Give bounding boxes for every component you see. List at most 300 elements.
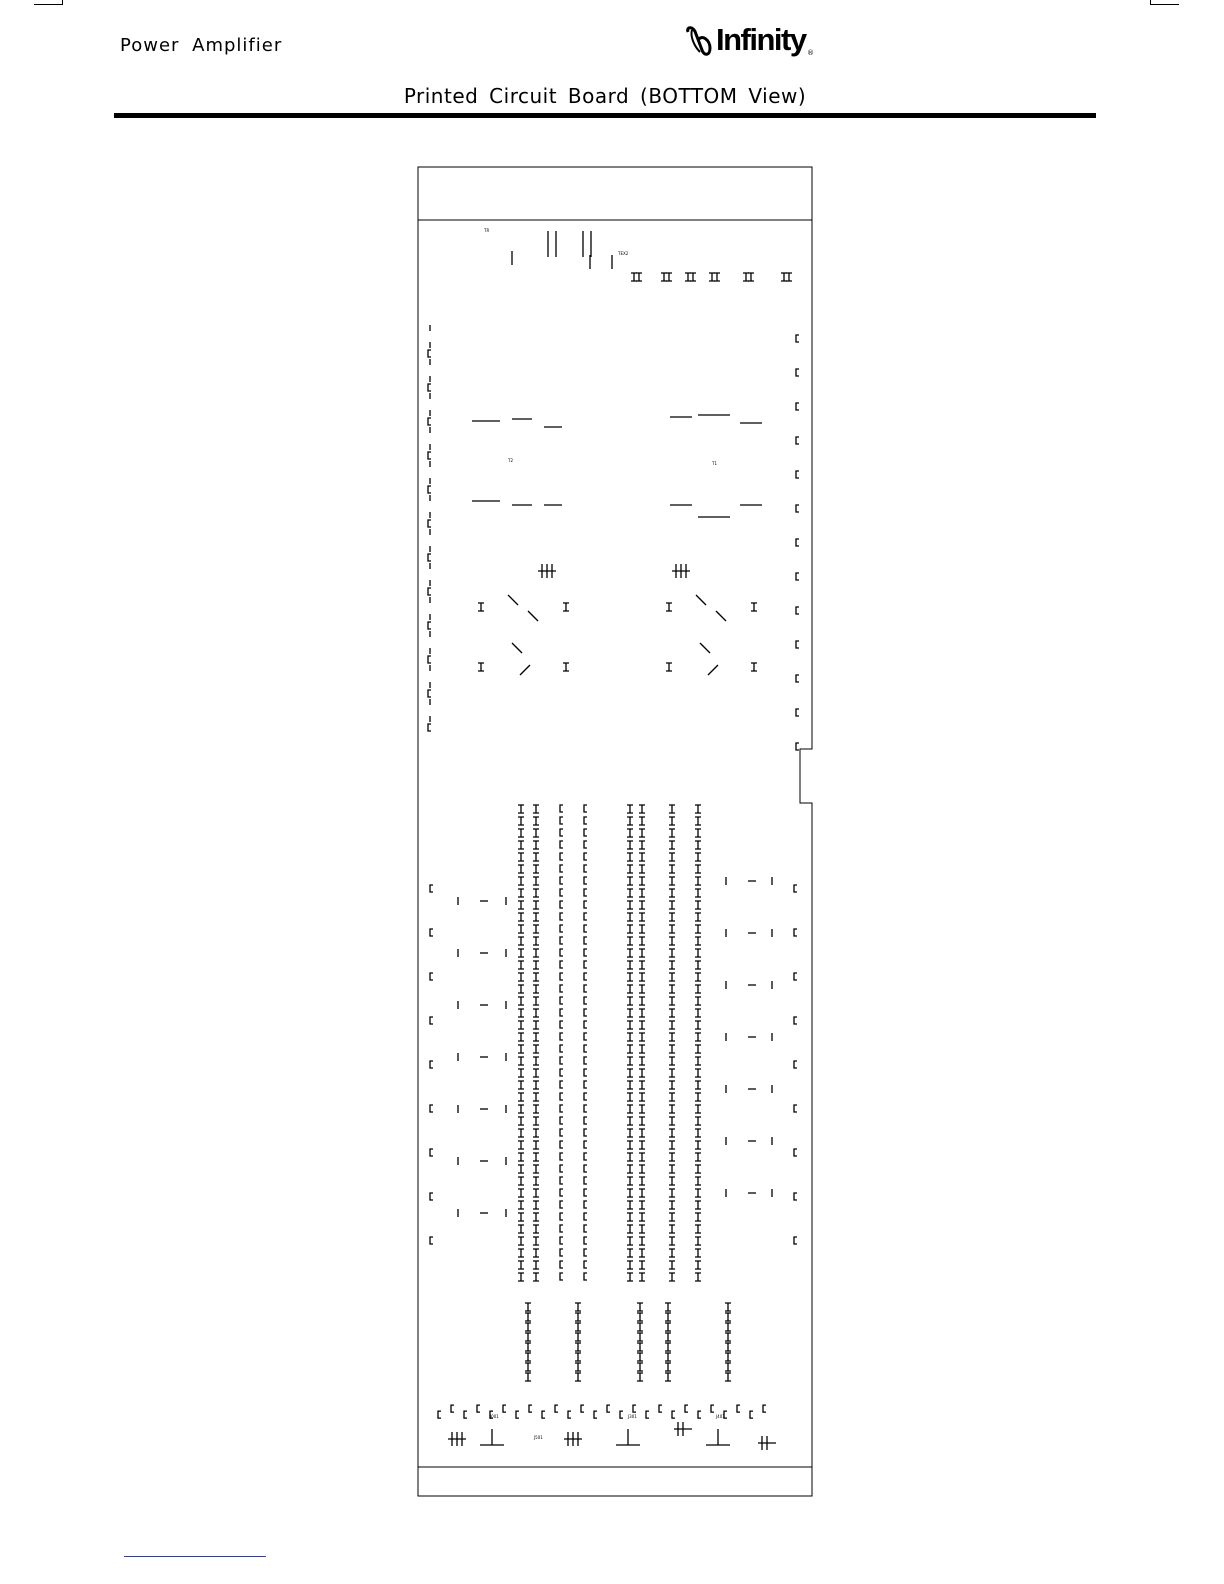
driver-lead: [508, 595, 518, 605]
left-edge-capacitor: [428, 724, 431, 731]
strip-resistor: [639, 1009, 645, 1017]
driver-lead: [528, 611, 538, 621]
driver-lead: [716, 611, 726, 621]
strip-capacitor: [560, 961, 563, 968]
strip-resistor: [639, 985, 645, 993]
strip-resistor: [533, 1021, 539, 1029]
strip-resistor: [627, 853, 633, 861]
strip-resistor: [518, 1093, 524, 1101]
strip-resistor: [695, 1069, 701, 1077]
strip-resistor: [518, 1009, 524, 1017]
driver-resistor: [666, 603, 672, 611]
strip-resistor: [518, 1129, 524, 1137]
strip-resistor: [669, 1093, 675, 1101]
strip-resistor: [533, 1237, 539, 1245]
strip-resistor: [669, 1225, 675, 1233]
strip-resistor: [695, 1021, 701, 1029]
bottom-row-capacitor: [750, 1411, 753, 1418]
lower-resistor: [637, 1343, 643, 1351]
strip-resistor: [627, 1189, 633, 1197]
driver-lead: [708, 665, 718, 675]
strip-capacitor: [560, 1033, 563, 1040]
driver-resistor: [563, 663, 569, 671]
lower-resistor: [525, 1313, 531, 1321]
strip-resistor: [695, 1225, 701, 1233]
strip-resistor: [518, 1081, 524, 1089]
strip-resistor: [695, 1165, 701, 1173]
strip-resistor: [669, 817, 675, 825]
strip-resistor: [518, 1177, 524, 1185]
strip-capacitor: [584, 1009, 587, 1016]
bottom-row-capacitor: [737, 1405, 740, 1412]
strip-resistor: [627, 865, 633, 873]
strip-resistor: [518, 1261, 524, 1269]
strip-resistor: [518, 829, 524, 837]
label-j401: J401: [716, 1414, 725, 1419]
strip-capacitor: [584, 1189, 587, 1196]
strip-resistor: [669, 865, 675, 873]
strip-resistor: [627, 889, 633, 897]
left-edge-capacitor: [428, 656, 431, 663]
strip-resistor: [639, 1153, 645, 1161]
strip-resistor: [627, 1009, 633, 1017]
right-edge-capacitor: [796, 743, 799, 750]
strip-capacitor: [560, 1105, 563, 1112]
strip-resistor: [518, 901, 524, 909]
lower-resistor: [525, 1373, 531, 1381]
strip-resistor: [627, 841, 633, 849]
strip-resistor: [533, 1261, 539, 1269]
bottom-row-capacitor: [568, 1411, 571, 1418]
pcb-trace-marks: [428, 231, 799, 1450]
strip-capacitor: [584, 1057, 587, 1064]
strip-resistor: [518, 805, 524, 813]
bottom-row-capacitor: [711, 1405, 714, 1412]
strip-resistor: [639, 1201, 645, 1209]
strip-resistor: [518, 853, 524, 861]
left-edge-capacitor: [428, 520, 431, 527]
strip-capacitor: [584, 817, 587, 824]
strip-capacitor: [560, 877, 563, 884]
strip-resistor: [518, 925, 524, 933]
strip-resistor: [627, 913, 633, 921]
strip-resistor: [533, 889, 539, 897]
right-edge-capacitor: [796, 641, 799, 648]
label-j301: J301: [628, 1414, 637, 1419]
lower-resistor: [637, 1353, 643, 1361]
strip-resistor: [695, 985, 701, 993]
left-edge-capacitor: [428, 384, 431, 391]
capacitor-pair: [709, 273, 715, 281]
strip-capacitor: [584, 901, 587, 908]
strip-capacitor: [584, 1141, 587, 1148]
lower-resistor: [575, 1323, 581, 1331]
strip-resistor: [695, 865, 701, 873]
strip-resistor: [533, 1189, 539, 1197]
strip-resistor: [533, 1201, 539, 1209]
lower-resistor: [525, 1353, 531, 1361]
driver-lead: [700, 643, 710, 653]
lower-resistor: [725, 1343, 731, 1351]
strip-resistor: [695, 1177, 701, 1185]
strip-capacitor: [584, 1045, 587, 1052]
strip-resistor: [627, 1033, 633, 1041]
strip-resistor: [518, 877, 524, 885]
strip-resistor: [627, 1093, 633, 1101]
driver-lead: [696, 595, 706, 605]
strip-resistor: [669, 961, 675, 969]
strip-resistor: [695, 973, 701, 981]
strip-capacitor: [560, 1237, 563, 1244]
strip-resistor: [695, 841, 701, 849]
left-edge-capacitor: [430, 973, 433, 980]
strip-resistor: [627, 1117, 633, 1125]
strip-resistor: [518, 865, 524, 873]
strip-resistor: [639, 1261, 645, 1269]
right-edge-capacitor: [796, 437, 799, 444]
strip-capacitor: [584, 1117, 587, 1124]
strip-resistor: [639, 1225, 645, 1233]
page-title: Printed Circuit Board (BOTTOM View): [403, 84, 807, 108]
strip-capacitor: [584, 961, 587, 968]
lower-resistor: [665, 1313, 671, 1321]
strip-resistor: [627, 1081, 633, 1089]
strip-resistor: [639, 1057, 645, 1065]
strip-capacitor: [584, 1225, 587, 1232]
strip-resistor: [518, 1213, 524, 1221]
driver-resistor: [751, 603, 757, 611]
left-edge-capacitor: [428, 588, 431, 595]
strip-capacitor: [560, 1273, 563, 1280]
label-t2: T2: [508, 458, 513, 463]
strip-resistor: [533, 1249, 539, 1257]
right-edge-capacitor: [794, 1017, 797, 1024]
right-edge-capacitor: [796, 573, 799, 580]
strip-resistor: [669, 1105, 675, 1113]
strip-capacitor: [584, 1165, 587, 1172]
lower-resistor: [665, 1353, 671, 1361]
strip-resistor: [639, 1105, 645, 1113]
lower-resistor: [637, 1373, 643, 1381]
capacitor-pair: [631, 273, 637, 281]
strip-resistor: [533, 1153, 539, 1161]
strip-resistor: [533, 925, 539, 933]
strip-resistor: [669, 889, 675, 897]
strip-resistor: [518, 1249, 524, 1257]
strip-resistor: [518, 961, 524, 969]
capacitor-pair: [690, 273, 696, 281]
strip-resistor: [518, 1045, 524, 1053]
right-edge-capacitor: [794, 1237, 797, 1244]
strip-resistor: [695, 913, 701, 921]
strip-resistor: [533, 1213, 539, 1221]
strip-resistor: [669, 985, 675, 993]
strip-resistor: [518, 889, 524, 897]
strip-resistor: [669, 1261, 675, 1269]
capacitor-pair: [786, 273, 792, 281]
strip-resistor: [533, 1273, 539, 1281]
label-j001: J001: [490, 1414, 499, 1419]
strip-capacitor: [560, 841, 563, 848]
strip-resistor: [533, 973, 539, 981]
strip-capacitor: [584, 877, 587, 884]
infinity-swirl-icon: [684, 24, 718, 60]
bottom-row-capacitor: [464, 1411, 467, 1418]
footer-link-line[interactable]: [124, 1556, 266, 1557]
brand-wordmark: Infinity: [716, 22, 806, 57]
strip-resistor: [695, 1141, 701, 1149]
strip-resistor: [669, 973, 675, 981]
strip-resistor: [518, 913, 524, 921]
capacitor-pair: [781, 273, 787, 281]
strip-resistor: [695, 1189, 701, 1197]
strip-resistor: [639, 1141, 645, 1149]
left-edge-capacitor: [430, 1017, 433, 1024]
strip-capacitor: [584, 1081, 587, 1088]
strip-resistor: [627, 1069, 633, 1077]
capacitor-pair: [636, 273, 642, 281]
strip-resistor: [639, 841, 645, 849]
strip-resistor: [518, 1165, 524, 1173]
strip-capacitor: [560, 1225, 563, 1232]
strip-resistor: [639, 805, 645, 813]
strip-resistor: [669, 1201, 675, 1209]
strip-resistor: [533, 1009, 539, 1017]
lower-resistor: [637, 1333, 643, 1341]
right-edge-capacitor: [794, 1105, 797, 1112]
strip-capacitor: [560, 1177, 563, 1184]
lower-resistor: [525, 1363, 531, 1371]
strip-capacitor: [560, 1249, 563, 1256]
strip-resistor: [627, 1129, 633, 1137]
capacitor-pair: [661, 273, 667, 281]
strip-capacitor: [560, 973, 563, 980]
strip-capacitor: [560, 1093, 563, 1100]
right-edge-capacitor: [794, 929, 797, 936]
strip-resistor: [669, 1117, 675, 1125]
lower-resistor: [665, 1343, 671, 1351]
strip-capacitor: [560, 1069, 563, 1076]
strip-resistor: [695, 1129, 701, 1137]
strip-resistor: [695, 877, 701, 885]
driver-resistor: [478, 603, 484, 611]
strip-capacitor: [584, 1249, 587, 1256]
strip-capacitor: [560, 1081, 563, 1088]
strip-resistor: [518, 1273, 524, 1281]
strip-resistor: [533, 901, 539, 909]
strip-resistor: [669, 829, 675, 837]
lower-resistor: [575, 1303, 581, 1311]
strip-capacitor: [560, 889, 563, 896]
strip-capacitor: [560, 1057, 563, 1064]
strip-resistor: [533, 865, 539, 873]
strip-resistor: [669, 1057, 675, 1065]
strip-resistor: [533, 1081, 539, 1089]
strip-resistor: [639, 901, 645, 909]
strip-capacitor: [584, 1201, 587, 1208]
lower-resistor: [665, 1373, 671, 1381]
right-edge-capacitor: [796, 471, 799, 478]
strip-resistor: [533, 937, 539, 945]
driver-resistor: [478, 663, 484, 671]
strip-resistor: [533, 1093, 539, 1101]
right-edge-capacitor: [796, 607, 799, 614]
driver-resistor: [666, 663, 672, 671]
strip-resistor: [639, 1117, 645, 1125]
strip-resistor: [627, 805, 633, 813]
strip-resistor: [627, 1141, 633, 1149]
strip-resistor: [533, 1129, 539, 1137]
right-edge-capacitor: [794, 1193, 797, 1200]
strip-resistor: [695, 1153, 701, 1161]
bottom-row-capacitor: [685, 1405, 688, 1412]
strip-resistor: [533, 1117, 539, 1125]
strip-capacitor: [584, 913, 587, 920]
bottom-row-capacitor: [646, 1411, 649, 1418]
strip-resistor: [639, 1045, 645, 1053]
bottom-row-capacitor: [698, 1411, 701, 1418]
lower-resistor: [665, 1363, 671, 1371]
strip-resistor: [669, 1069, 675, 1077]
strip-resistor: [669, 1213, 675, 1221]
strip-resistor: [639, 1273, 645, 1281]
strip-capacitor: [560, 985, 563, 992]
strip-capacitor: [560, 925, 563, 932]
header-rule: [114, 113, 1096, 118]
right-edge-capacitor: [794, 1149, 797, 1156]
strip-resistor: [695, 925, 701, 933]
strip-capacitor: [560, 1141, 563, 1148]
strip-resistor: [639, 1177, 645, 1185]
strip-resistor: [518, 997, 524, 1005]
strip-resistor: [627, 949, 633, 957]
left-edge-capacitor: [430, 1105, 433, 1112]
strip-capacitor: [584, 889, 587, 896]
strip-resistor: [533, 829, 539, 837]
strip-capacitor: [584, 925, 587, 932]
bottom-row-capacitor: [477, 1405, 480, 1412]
strip-resistor: [627, 1177, 633, 1185]
left-edge-capacitor: [430, 1061, 433, 1068]
strip-resistor: [669, 925, 675, 933]
strip-resistor: [518, 1189, 524, 1197]
strip-capacitor: [560, 949, 563, 956]
strip-resistor: [533, 1177, 539, 1185]
left-edge-capacitor: [428, 452, 431, 459]
driver-lead: [512, 643, 522, 653]
strip-capacitor: [560, 1045, 563, 1052]
strip-resistor: [639, 973, 645, 981]
strip-capacitor: [584, 1105, 587, 1112]
strip-resistor: [627, 925, 633, 933]
bottom-row-capacitor: [438, 1411, 441, 1418]
lower-resistor: [665, 1303, 671, 1311]
strip-resistor: [518, 1141, 524, 1149]
lower-resistor: [665, 1323, 671, 1331]
strip-resistor: [639, 1213, 645, 1221]
strip-capacitor: [560, 1117, 563, 1124]
strip-resistor: [695, 937, 701, 945]
bottom-row-capacitor: [503, 1405, 506, 1412]
strip-resistor: [669, 1237, 675, 1245]
strip-capacitor: [584, 865, 587, 872]
bottom-row-capacitor: [633, 1405, 636, 1412]
strip-resistor: [533, 913, 539, 921]
driver-lead: [520, 665, 530, 675]
label-t1: T1: [712, 461, 717, 466]
strip-resistor: [669, 949, 675, 957]
strip-resistor: [627, 997, 633, 1005]
driver-resistor: [563, 603, 569, 611]
strip-resistor: [533, 877, 539, 885]
left-edge-capacitor: [430, 1149, 433, 1156]
strip-resistor: [669, 1033, 675, 1041]
registered-mark: ®: [807, 49, 814, 57]
strip-capacitor: [584, 973, 587, 980]
strip-resistor: [695, 1249, 701, 1257]
crop-mark-top-right: [1150, 0, 1179, 5]
strip-resistor: [695, 1261, 701, 1269]
bottom-row-capacitor: [451, 1405, 454, 1412]
driver-resistor: [751, 663, 757, 671]
bottom-row-capacitor: [581, 1405, 584, 1412]
strip-resistor: [533, 1105, 539, 1113]
strip-resistor: [695, 961, 701, 969]
bottom-row-capacitor: [542, 1411, 545, 1418]
bottom-row-capacitor: [620, 1411, 623, 1418]
strip-resistor: [639, 853, 645, 861]
label-tr: TR: [484, 228, 490, 233]
strip-resistor: [518, 973, 524, 981]
strip-resistor: [627, 829, 633, 837]
strip-resistor: [639, 1033, 645, 1041]
strip-resistor: [669, 1189, 675, 1197]
strip-resistor: [695, 1273, 701, 1281]
strip-capacitor: [560, 1129, 563, 1136]
strip-resistor: [639, 1069, 645, 1077]
strip-resistor: [669, 937, 675, 945]
strip-resistor: [669, 853, 675, 861]
strip-resistor: [518, 1069, 524, 1077]
strip-capacitor: [584, 937, 587, 944]
strip-capacitor: [584, 1129, 587, 1136]
strip-resistor: [627, 1021, 633, 1029]
strip-resistor: [639, 937, 645, 945]
strip-resistor: [627, 877, 633, 885]
strip-capacitor: [560, 865, 563, 872]
strip-resistor: [518, 1201, 524, 1209]
strip-resistor: [695, 805, 701, 813]
strip-resistor: [627, 1057, 633, 1065]
strip-resistor: [533, 949, 539, 957]
strip-resistor: [695, 1093, 701, 1101]
strip-capacitor: [584, 829, 587, 836]
strip-resistor: [533, 1141, 539, 1149]
strip-resistor: [639, 1021, 645, 1029]
strip-resistor: [669, 1177, 675, 1185]
strip-resistor: [518, 817, 524, 825]
strip-resistor: [639, 829, 645, 837]
bottom-row-capacitor: [516, 1411, 519, 1418]
lower-resistor: [525, 1323, 531, 1331]
strip-resistor: [639, 1237, 645, 1245]
strip-resistor: [518, 1117, 524, 1125]
right-edge-capacitor: [796, 369, 799, 376]
bottom-row-capacitor: [672, 1411, 675, 1418]
strip-resistor: [695, 1057, 701, 1065]
strip-resistor: [669, 1153, 675, 1161]
lower-resistor: [725, 1373, 731, 1381]
